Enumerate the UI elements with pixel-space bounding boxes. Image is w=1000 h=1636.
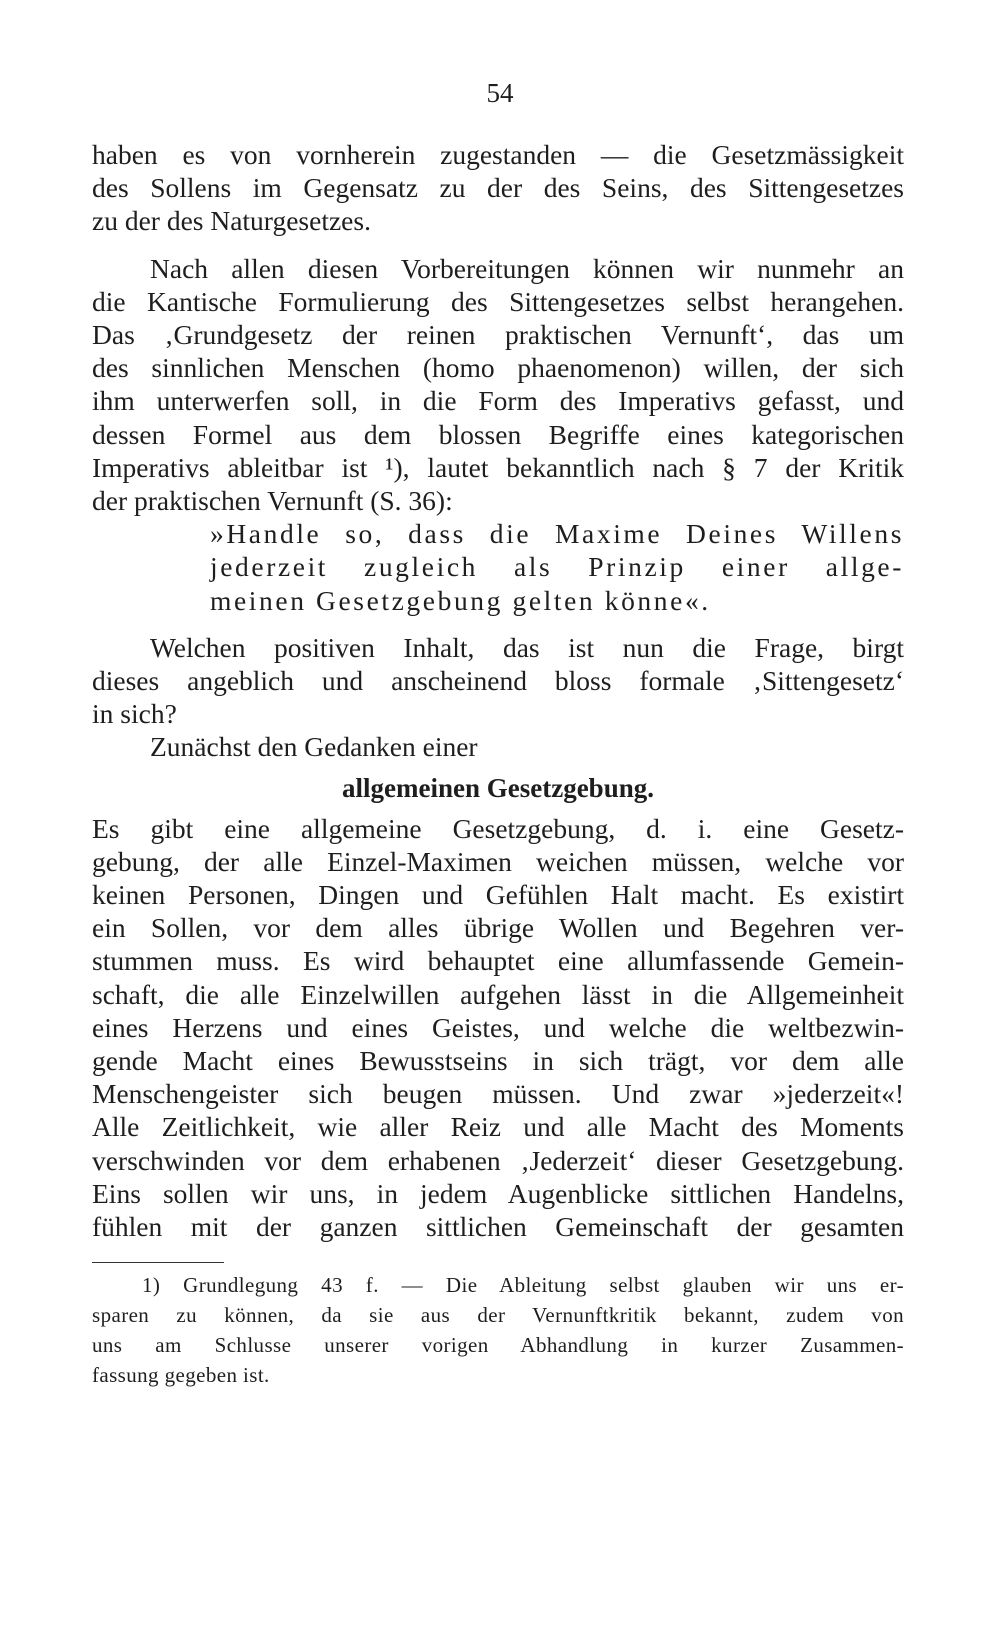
quote-line: jederzeit zugleich als Prinzip einer allge-: [210, 551, 904, 583]
text-line: Menschengeister sich beugen müssen. Und zwar »jederzeit«!: [92, 1078, 904, 1110]
text-line: haben es von vornherein zugestanden — die Gesetzmässigkeit: [92, 139, 904, 170]
footnote-line: sparen zu können, da sie aus der Vernunftkritik bekannt, zudem von: [92, 1303, 904, 1327]
text-line: stummen muss. Es wird behauptet eine allumfassende Gemein-: [92, 945, 904, 977]
text-line: ihm unterwerfen soll, in die Form des Imperativs gefasst, und: [92, 385, 904, 417]
text-line: Nach allen diesen Vorbereitungen können wir nunmehr an: [150, 252, 904, 284]
text-line: Welchen positiven Inhalt, das ist nun die Frage, birgt: [150, 631, 904, 663]
footnote-rule: [92, 1262, 224, 1263]
text-line: Alle Zeitlichkeit, wie aller Reiz und alle Macht des Moments: [92, 1111, 904, 1143]
text-line: Zunächst den Gedanken einer: [150, 731, 478, 763]
paragraph: [92, 252, 904, 518]
text-line: Imperativs ableitbar ist ¹), lautet bekanntlich nach § 7 der Kritik: [92, 451, 904, 483]
text-line: dieses angeblich und anscheinend bloss formale ‚Sittengesetz‘: [92, 665, 904, 697]
text-line: gende Macht eines Bewusstseins in sich trägt, vor dem alle: [92, 1045, 904, 1077]
section-heading: allgemeinen Gesetzgebung.: [342, 772, 654, 803]
quote-block: [92, 517, 904, 617]
body-text: [92, 138, 904, 1243]
paragraph: [92, 812, 904, 1244]
text-line: schaft, die alle Einzelwillen aufgehen lässt in die Allgemeinheit: [92, 978, 904, 1010]
footnote: [92, 1270, 904, 1390]
paragraph: [92, 730, 904, 763]
text-line: eines Herzens und eines Geistes, und welche die weltbezwin-: [92, 1011, 904, 1043]
quote-line: »Handle so, dass die Maxime Deines Willens: [210, 518, 904, 550]
paragraph: [92, 631, 904, 731]
text-line: Das ‚Grundgesetz der reinen praktischen Vernunft‘, das um: [92, 319, 904, 351]
text-line: ein Sollen, vor dem alles übrige Wollen und Begehren ver-: [92, 912, 904, 944]
page-number: 54: [486, 78, 514, 108]
text-line: des Sollens im Gegensatz zu der des Seins, des Sittengesetzes: [92, 172, 904, 204]
paragraph: [92, 138, 904, 238]
text-line: des sinnlichen Menschen (homo phaenomenon) willen, der sich: [92, 352, 904, 384]
footnote-line: uns am Schlusse unserer vorigen Abhandlung in kurzer Zusammen-: [92, 1333, 904, 1357]
footnote-line: fassung gegeben ist.: [92, 1363, 270, 1387]
footnote-line: 1) Grundlegung 43 f. — Die Ableitung selbst glauben wir uns er-: [142, 1273, 904, 1297]
text-line: die Kantische Formulierung des Sittengesetzes selbst herangehen.: [92, 285, 904, 317]
text-line: gebung, der alle Einzel-Maximen weichen müssen, welche vor: [92, 845, 904, 877]
text-line: Es gibt eine allgemeine Gesetzgebung, d. i. eine Gesetz-: [92, 812, 904, 844]
text-line: verschwinden vor dem erhabenen ‚Jederzeit‘ dieser Gesetzgebung.: [92, 1144, 904, 1176]
text-line: keinen Personen, Dingen und Gefühlen Halt macht. Es existirt: [92, 879, 904, 911]
text-line: zu der des Naturgesetzes.: [92, 205, 371, 237]
quote-line: meinen Gesetzgebung gelten könne«.: [210, 584, 711, 616]
text-line: dessen Formel aus dem blossen Begriffe eines kategorischen: [92, 418, 904, 450]
text-line: der praktischen Vernunft (S. 36):: [92, 485, 453, 517]
text-line: fühlen mit der ganzen sittlichen Gemeinschaft der gesamten: [92, 1211, 904, 1243]
text-line: Eins sollen wir uns, in jedem Augenblicke sittlichen Handelns,: [92, 1177, 904, 1209]
text-line: in sich?: [92, 698, 177, 730]
